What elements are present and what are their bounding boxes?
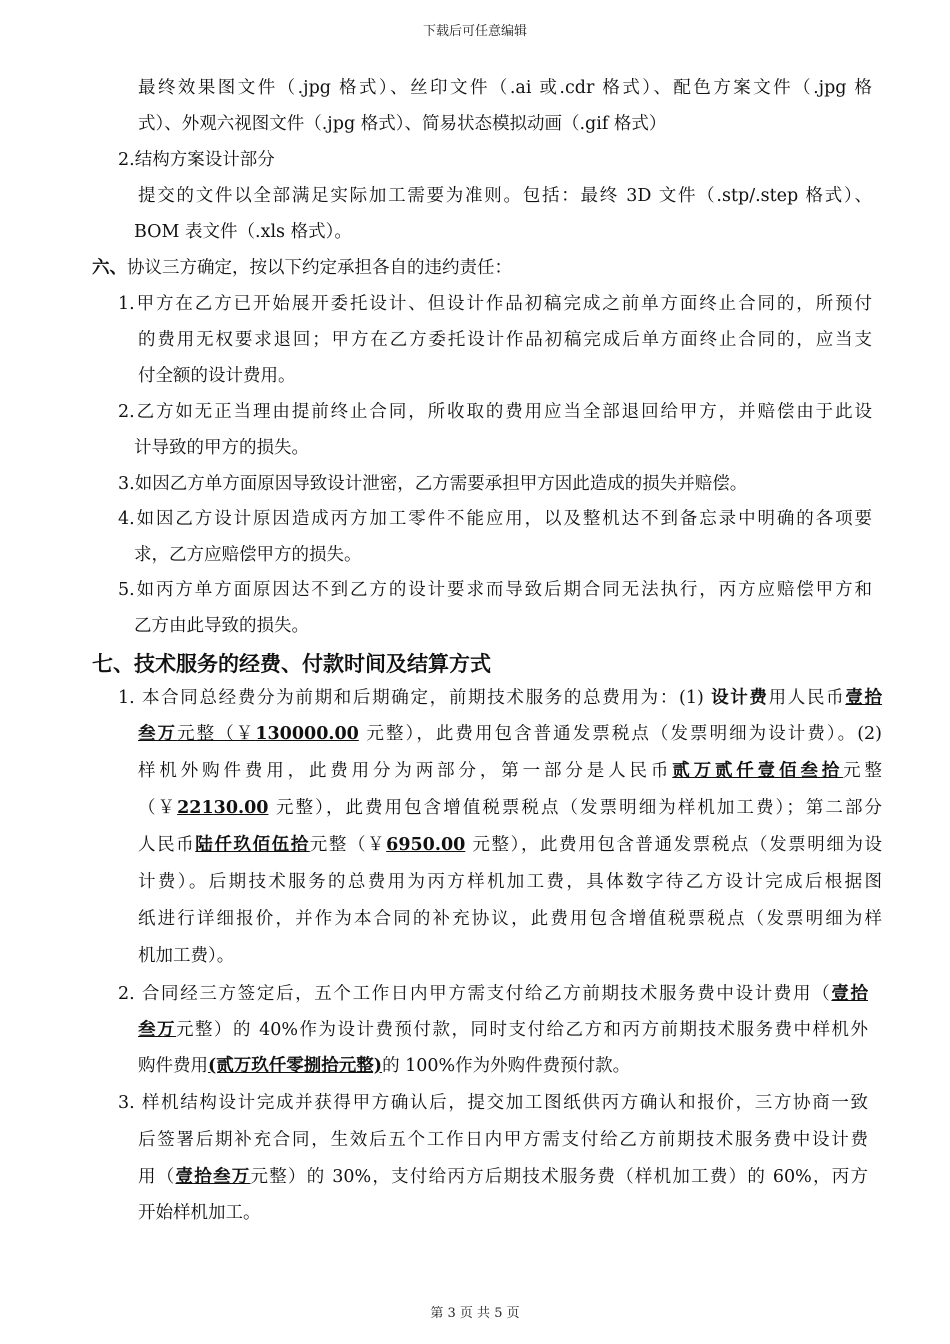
amount-text: 壹拾: [845, 688, 883, 708]
text-run: 1. 本合同总经费分为前期和后期确定，前期技术服务的总费用为：(1): [118, 688, 712, 708]
text-run: 元整），此费用包含增值税票税点（发票明细为样机加工费）；第二部分: [268, 798, 883, 818]
amount-number: 22130.00: [177, 798, 269, 818]
text-line: [138, 722, 882, 746]
amount-text: 叁万: [138, 1020, 177, 1040]
text-line: 最终效果图文件（.jpg 格式）、丝印文件（.ai 或.cdr 格式）、配色方案文件（.jpg 格: [138, 78, 872, 98]
section-heading-7: 七、技术服务的经费、付款时间及结算方式: [92, 652, 491, 676]
text-line: 纸进行详细报价，并作为本合同的补充协议，此费用包含增值税票税点（发票明细为样: [138, 909, 882, 929]
text-run: 元整: [843, 761, 883, 781]
page-header: 下载后可任意编辑: [422, 24, 527, 39]
text-line: [138, 833, 882, 857]
text-run: 2. 合同经三方签定后，五个工作日内甲方需支付给乙方前期技术服务费中设计费用（: [118, 984, 832, 1004]
text-run: 元整），此费用包含普通发票税点（发票明细为设: [465, 835, 883, 855]
text-run: 元整）的 40%作为设计费预付款，同时支付给乙方和丙方前期技术服务费中样机外: [176, 1020, 869, 1040]
amount-text: 贰万贰仟壹佰叁拾: [672, 761, 844, 781]
text-line: 机加工费）。: [138, 946, 235, 966]
text-run: 元整）的 30%，支付给丙方后期技术服务费（样机加工费）的 60%，丙方: [250, 1167, 869, 1187]
list-item: [118, 982, 868, 1006]
text-run: 用（: [138, 1167, 176, 1187]
text-run: 元整（￥: [177, 724, 256, 744]
list-item: 3. 样机结构设计完成并获得甲方确认后，提交加工图纸供丙方确认和报价，三方协商一致: [118, 1093, 868, 1113]
amount-text: 叁万: [138, 724, 178, 744]
text-run: 元整），此费用包含普通发票税点（发票明细为设计费）。(2): [358, 724, 883, 744]
list-item-heading: 2.结构方案设计部分: [118, 150, 275, 170]
section-number: 六、: [92, 258, 127, 278]
amount-text: 陆仟玖佰伍拾: [195, 835, 310, 855]
list-item: 1.甲方在乙方已开始展开委托设计、但设计作品初稿完成之前单方面终止合同的，所预付: [118, 294, 872, 314]
section-heading-6: [92, 256, 512, 280]
text-run: 样机外购件费用，此费用分为两部分，第一部分是人民币: [138, 761, 673, 781]
text-run: 人民币: [138, 835, 196, 855]
text-line: 的费用无权要求退回；甲方在乙方委托设计作品初稿完成后单方面终止合同的，应当支: [138, 330, 872, 350]
text-line: 开始样机加工。: [138, 1203, 261, 1223]
amount-number: 130000.00: [255, 724, 359, 744]
text-line: 乙方由此导致的损失。: [134, 616, 309, 636]
text-run: 的 100%作为外购件费预付款。: [382, 1056, 631, 1076]
page-footer: 第 3 页 共 5 页: [430, 1306, 520, 1321]
amount-text: 壹拾叁万: [175, 1167, 251, 1187]
text-line: BOM 表文件（.xls 格式）。: [134, 222, 352, 242]
text-line: [138, 759, 882, 783]
list-item: 3.如因乙方单方面原因导致设计泄密，乙方需要承担甲方因此造成的损失并赔偿。: [118, 474, 748, 494]
list-item: [118, 686, 882, 710]
text-line: 求，乙方应赔偿甲方的损失。: [134, 545, 362, 565]
text-run: 用人民币: [768, 688, 846, 708]
text-line: 后签署后期补充合同，生效后五个工作日内甲方需支付给乙方前期技术服务费中设计费: [138, 1130, 868, 1150]
text-line: [138, 796, 882, 820]
list-item: 2.乙方如无正当理由提前终止合同，所收取的费用应当全部退回给甲方，并赔偿由于此设: [118, 402, 872, 422]
text-line: 付全额的设计费用。: [138, 366, 296, 386]
text-line: 计费）。后期技术服务的总费用为丙方样机加工费，具体数字待乙方设计完成后根据图: [138, 872, 882, 892]
text-run: （￥: [138, 798, 178, 818]
list-item: 5.如丙方单方面原因达不到乙方的设计要求而导致后期合同无法执行，丙方应赔偿甲方和: [118, 580, 872, 600]
text-line: [138, 1165, 868, 1189]
amount-text: (贰万玖仟零捌拾元整): [208, 1056, 383, 1076]
section-title: 协议三方确定，按以下约定承担各自的违约责任：: [127, 258, 512, 278]
text-run: 购件费用: [138, 1056, 208, 1076]
text-run: 元整（￥: [309, 835, 387, 855]
bold-text: 设计费: [711, 688, 769, 708]
text-line: [138, 1018, 868, 1042]
text-line: [138, 1054, 630, 1078]
list-item: 4.如因乙方设计原因造成丙方加工零件不能应用，以及整机达不到备忘录中明确的各项要: [118, 509, 872, 529]
text-line: 式）、外观六视图文件（.jpg 格式）、简易状态模拟动画（.gif 格式）: [138, 114, 667, 134]
text-line: 提交的文件以全部满足实际加工需要为准则。包括：最终 3D 文件（.stp/.step 格式）、: [138, 186, 872, 206]
text-line: 计导致的甲方的损失。: [134, 438, 309, 458]
amount-text: 壹拾: [831, 984, 868, 1004]
amount-number: 6950.00: [386, 835, 466, 855]
